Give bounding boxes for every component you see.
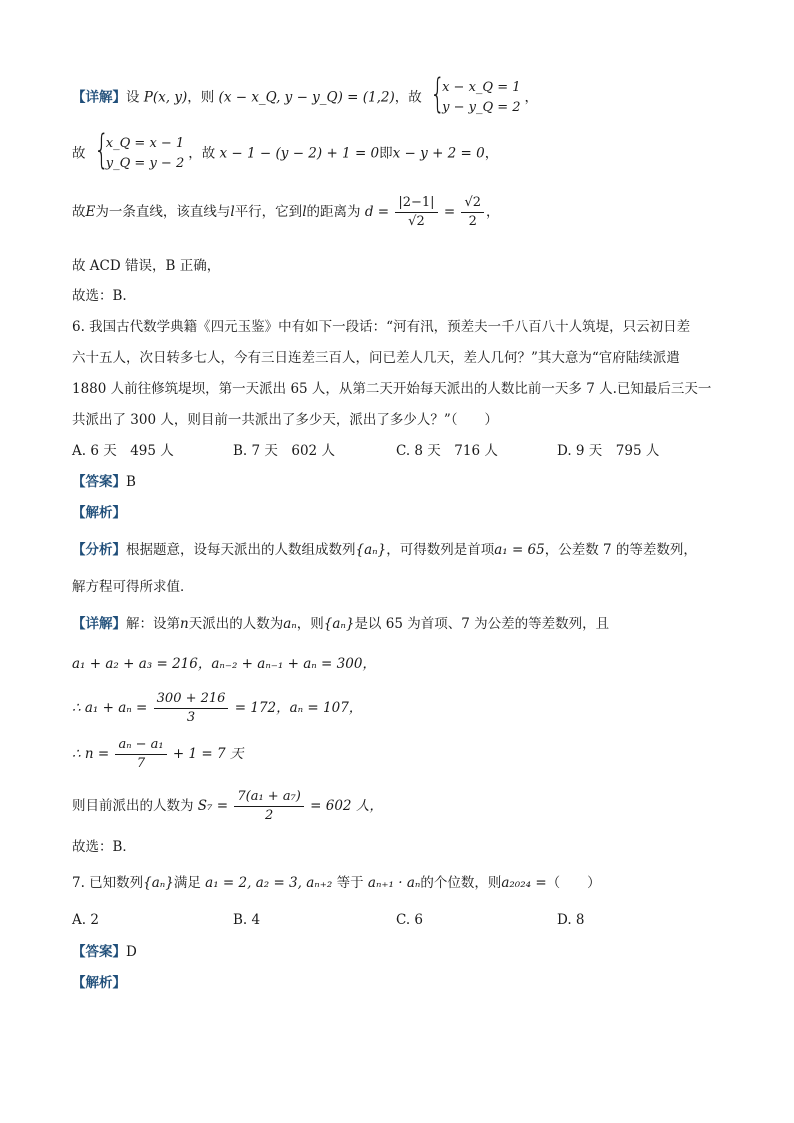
q7-option-b: B. 4 bbox=[233, 912, 261, 928]
q6-option-c: C. 8 天 716 人 bbox=[396, 443, 498, 459]
q6-stem-line2: 六十五人，次日转多七人，今有三日连差三百人，问已差人几天，差人几何？”其大意为“官府陆续派遣 bbox=[72, 350, 680, 366]
q6-answer: 【答案】B bbox=[72, 474, 136, 490]
q6-stem-line3: 1880 人前往修筑堤坝，第一天派出 65 人，从第二天开始每天派出的人数比前一天多 7 人.已知最后三天一 bbox=[72, 381, 712, 397]
distance-result: $\frac{√2}{2}$ bbox=[461, 194, 484, 231]
q7-option-a: A. 2 bbox=[72, 912, 99, 928]
q7-stem: 7. 已知数列{aₙ}满足 a₁ = 2, a₂ = 3, aₙ₊₂ 等于 aₙ₊₁ · aₙ的个位数，则a₂₀₂₄ =（ ） bbox=[72, 875, 601, 891]
q6-option-b: B. 7 天 602 人 bbox=[233, 443, 335, 459]
q7-answer: 【答案】D bbox=[72, 944, 137, 960]
q5-detail-line3: 故E为一条直线，该直线与l平行，它到l的距离为 d = $\frac{|2-1|}{√2}$ = $\frac{√2}{2}$ ， bbox=[72, 195, 500, 229]
q6-eq-n: ∴ n = $\frac{\text{aₙ − a₁}}{7}$ + 1 = 7 天 bbox=[72, 737, 244, 771]
q7-option-d: D. 8 bbox=[557, 912, 585, 928]
q6-eq-sums: a₁ + a₂ + a₃ = 216，aₙ₋₂ + aₙ₋₁ + aₙ = 300， bbox=[72, 656, 376, 672]
q5-choice: 故选：B. bbox=[72, 288, 127, 304]
q6-option-d: D. 9 天 795 人 bbox=[557, 443, 660, 459]
vector-eq: (x − x_Q, y − y_Q) = (1,2) bbox=[218, 89, 395, 106]
q6-option-a: A. 6 天 495 人 bbox=[72, 443, 174, 459]
equation-system-1: { x − x_Q = 1 y − y_Q = 2 bbox=[430, 71, 521, 117]
q6-eq-a1-an: ∴ a₁ + aₙ = $\frac{300 + 216}{3}$ = 172，aₙ = 107， bbox=[72, 691, 363, 725]
q5-conclusion: 故 ACD 错误，B 正确， bbox=[72, 258, 221, 274]
detail-tag: 【详解】 bbox=[72, 89, 126, 106]
q6-choice: 故选：B． bbox=[72, 839, 136, 855]
q6-stem-line1: 6. 我国古代数学典籍《四元玉鉴》中有如下一段话：“河有汛，预差夫一千八百八十人筑堤，只云初日差 bbox=[72, 319, 691, 335]
q7-option-c: C. 6 bbox=[396, 912, 424, 928]
q6-stem-line4: 共派出了 300 人，则目前一共派出了多少天，派出了多少人？”（ ） bbox=[72, 412, 499, 428]
q6-eq-s7: 则目前派出的人数为 S₇ = $\frac{\text{7(a₁ + a₇)}}{2}$ = 602 人， bbox=[72, 789, 383, 823]
q5-detail-line1: 【详解】设 P(x, y)，则 (x − x_Q, y − y_Q) = (1,2)，故 { x − x_Q = 1 y − y_Q = 2 ， bbox=[72, 71, 539, 117]
q6-analysis-heading: 【解析】 bbox=[72, 505, 126, 521]
q6-fenxi-line1: 【分析】根据题意，设每天派出的人数组成数列{aₙ}，可得数列是首项a₁ = 65，公差数 7 的等差数列， bbox=[72, 542, 697, 558]
q7-analysis-heading: 【解析】 bbox=[72, 975, 126, 991]
q6-fenxi-line2: 解方程可得所求值． bbox=[72, 579, 194, 595]
q6-detail-line1: 【详解】解：设第n天派出的人数为aₙ，则{aₙ}是以 65 为首项、7 为公差的等差数列，且 bbox=[72, 616, 610, 632]
point-p: P(x, y) bbox=[143, 89, 188, 106]
distance-fraction: $\frac{|2-1|}{√2}$ bbox=[395, 194, 437, 231]
equation-system-2: { x_Q = x − 1 y_Q = y − 2 bbox=[93, 127, 185, 173]
q5-detail-line2: 故 { x_Q = x − 1 y_Q = y − 2 ，故 x − 1 − (y − 2) + 1 = 0即x − y + 2 = 0， bbox=[72, 127, 499, 173]
